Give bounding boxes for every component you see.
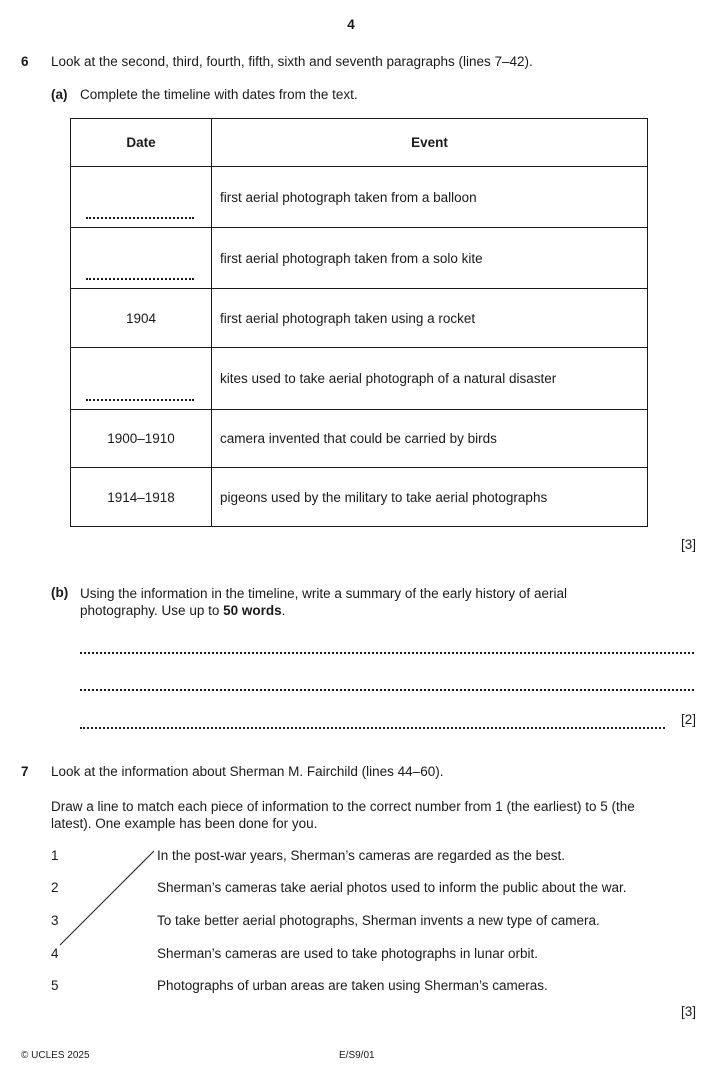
question-7-instruction: Draw a line to match each piece of information to the correct number from 1 (the earliest) to 5 (the latest). One example has been done for you. [51,799,635,831]
part-b-text-main: Using the information in the timeline, write a summary of the early history of aerial photography. Use up to [80,586,567,618]
date-cell: 1914–1918 [71,468,212,527]
question-7-number: 7 [21,764,29,779]
event-cell: first aerial photograph taken from a solo kite [212,228,648,289]
part-a-text: Complete the timeline with dates from the text. [80,87,358,102]
date-header: Date [71,119,212,167]
part-a-label: (a) [51,87,68,102]
part-a-marks: [3] [680,537,696,552]
event-header: Event [212,119,648,167]
match-number: 1 [51,848,59,863]
part-b-label: (b) [51,585,69,600]
part-b-marks: [2] [680,712,696,727]
match-number: 5 [51,978,59,993]
match-statement: Photographs of urban areas are taken using Sherman’s cameras. [157,978,548,993]
match-number: 4 [51,946,59,961]
footer-copyright: © UCLES 2025 [21,1050,90,1061]
event-cell: camera invented that could be carried by birds [212,410,648,468]
part-b-text-end: . [281,603,286,618]
question-6-stem: Look at the second, third, fourth, fifth, sixth and seventh paragraphs (lines 7–42). [51,54,533,69]
match-statement: In the post-war years, Sherman’s cameras are regarded as the best. [157,848,565,863]
event-cell: first aerial photograph taken using a rocket [212,289,648,348]
date-cell: 1904 [71,289,212,348]
question-7-marks: [3] [680,1004,696,1019]
event-cell: kites used to take aerial photograph of a natural disaster [212,348,648,410]
match-number: 3 [51,913,59,928]
question-6-number: 6 [21,54,29,69]
date-cell: 1900–1910 [71,410,212,468]
match-number: 2 [51,880,59,895]
match-statement: To take better aerial photographs, Sherman invents a new type of camera. [157,913,600,928]
event-cell: pigeons used by the military to take aerial photographs [212,468,648,527]
match-statement: Sherman’s cameras take aerial photos used to inform the public about the war. [157,880,627,895]
part-b-word-limit: 50 words [223,603,282,618]
event-cell: first aerial photograph taken from a balloon [212,167,648,228]
footer-code: E/S9/01 [339,1050,375,1061]
match-statement: Sherman’s cameras are used to take photographs in lunar orbit. [157,946,538,961]
page-number: 4 [347,17,355,32]
question-7-stem: Look at the information about Sherman M. Fairchild (lines 44–60). [51,764,444,779]
